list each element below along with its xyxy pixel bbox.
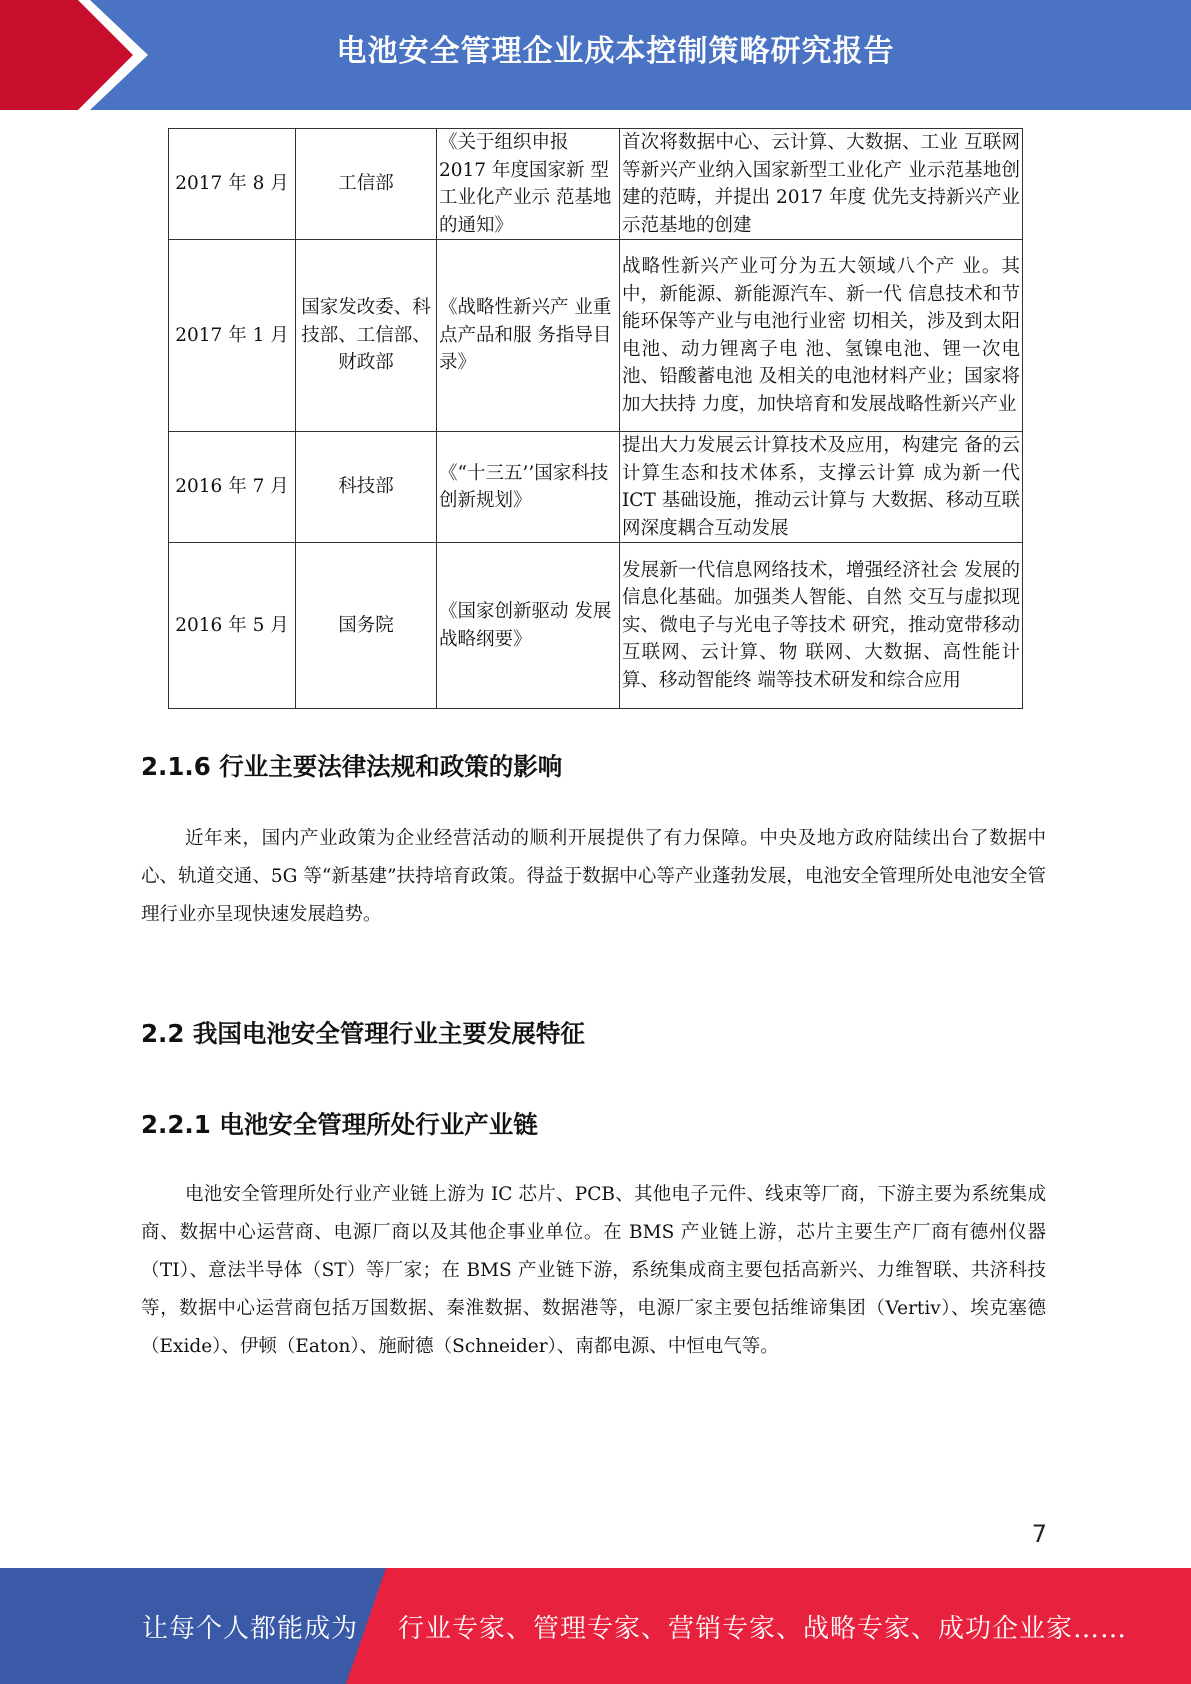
table-cell-doc: 《关于组织申报 2017 年度国家新 型工业化产业示 范基地的通知》	[437, 129, 620, 240]
page-header	[0, 0, 1191, 110]
table-cell-doc: 《战略性新兴产 业重点产品和服 务指导目录》	[437, 240, 620, 432]
table-cell-date: 2017 年 1 月	[169, 240, 296, 432]
footer-slogan-left: 让每个人都能成为	[142, 1614, 359, 1644]
table-row	[169, 432, 1023, 543]
section-heading-2-1-6: 2.1.6 行业主要法律法规和政策的影响	[141, 752, 563, 781]
report-title: 电池安全管理企业成本控制策略研究报告	[336, 34, 895, 69]
section-heading-2-2: 2.2 我国电池安全管理行业主要发展特征	[141, 1019, 585, 1048]
table-row	[169, 240, 1023, 432]
section-paragraph-2-2-1: 电池安全管理所处行业产业链上游为 IC 芯片、PCB、其他电子元件、线束等厂商，下游主要为系统集成商、数据中心运营商、电源厂商以及其他企事业单位。在 BMS 产业链上游，芯片主要生产厂商有德州仪器（TI）、意法半导体（ST）等厂家；在 BMS 产业链下游，系统集成商主要包括高新兴、力维智联、共济科技等，数据中心运营商包括万国数据、秦淮数据、数据港等，电源厂家主要包括维谛集团（Vertiv）、埃克塞德（Exide）、伊顿（Eaton）、施耐德（Schneider）、南都电源、中恒电气等。	[141, 1184, 1046, 1357]
table-cell-doc: 《“十三五’’国家科技创新规划》	[437, 432, 620, 543]
table-row	[169, 543, 1023, 709]
table-cell-dept: 国务院	[296, 543, 437, 709]
table-cell-date: 2017 年 8 月	[169, 129, 296, 240]
table-cell-dept: 科技部	[296, 432, 437, 543]
page-number: 7	[1031, 1520, 1047, 1548]
table-cell-content: 战略性新兴产业可分为五大领域八个产 业。其中，新能源、新能源汽车、新一代 信息技术和节能环保等产业与电池行业密 切相关，涉及到太阳电池、动力锂离子电 池、氢镍电池、锂一次电池、铅酸蓄电池 及相关的电池材料产业；国家将加大扶持 力度，加快培育和发展战略性新兴产业	[620, 240, 1023, 432]
table-row	[169, 129, 1023, 240]
table-cell-content: 首次将数据中心、云计算、大数据、工业 互联网等新兴产业纳入国家新型工业化产 业示范基地创建的范畴，并提出 2017 年度 优先支持新兴产业示范基地的创建	[620, 129, 1023, 240]
table-cell-content: 提出大力发展云计算技术及应用，构建完 备的云计算生态和技术体系，支撑云计算 成为新一代 ICT 基础设施，推动云计算与 大数据、移动互联网深度耦合互动发展	[620, 432, 1023, 543]
section-heading-2-2-1: 2.2.1 电池安全管理所处行业产业链	[141, 1110, 538, 1139]
policy-table	[168, 128, 1023, 709]
table-cell-dept: 国家发改委、科技部、工信部、财政部	[296, 240, 437, 432]
table-cell-dept: 工信部	[296, 129, 437, 240]
section-paragraph-2-1-6: 近年来，国内产业政策为企业经营活动的顺利开展提供了有力保障。中央及地方政府陆续出台了数据中心、轨道交通、5G 等“新基建”扶持培育政策。得益于数据中心等产业蓬勃发展，电池安全管理所处电池安全管理行业亦呈现快速发展趋势。	[141, 828, 1046, 925]
table-cell-date: 2016 年 5 月	[169, 543, 296, 709]
table-cell-content: 发展新一代信息网络技术，增强经济社会 发展的信息化基础。加强类人智能、自然 交互与虚拟现实、微电子与光电子等技术 研究，推动宽带移动互联网、云计算、物 联网、大数据、高性能计算、移动智能终 端等技术研发和综合应用	[620, 543, 1023, 709]
table-cell-doc: 《国家创新驱动 发展战略纲要》	[437, 543, 620, 709]
page-footer	[0, 1568, 1191, 1684]
table-cell-date: 2016 年 7 月	[169, 432, 296, 543]
footer-slogan-right: 行业专家、管理专家、营销专家、战略专家、成功企业家……	[398, 1614, 1128, 1644]
